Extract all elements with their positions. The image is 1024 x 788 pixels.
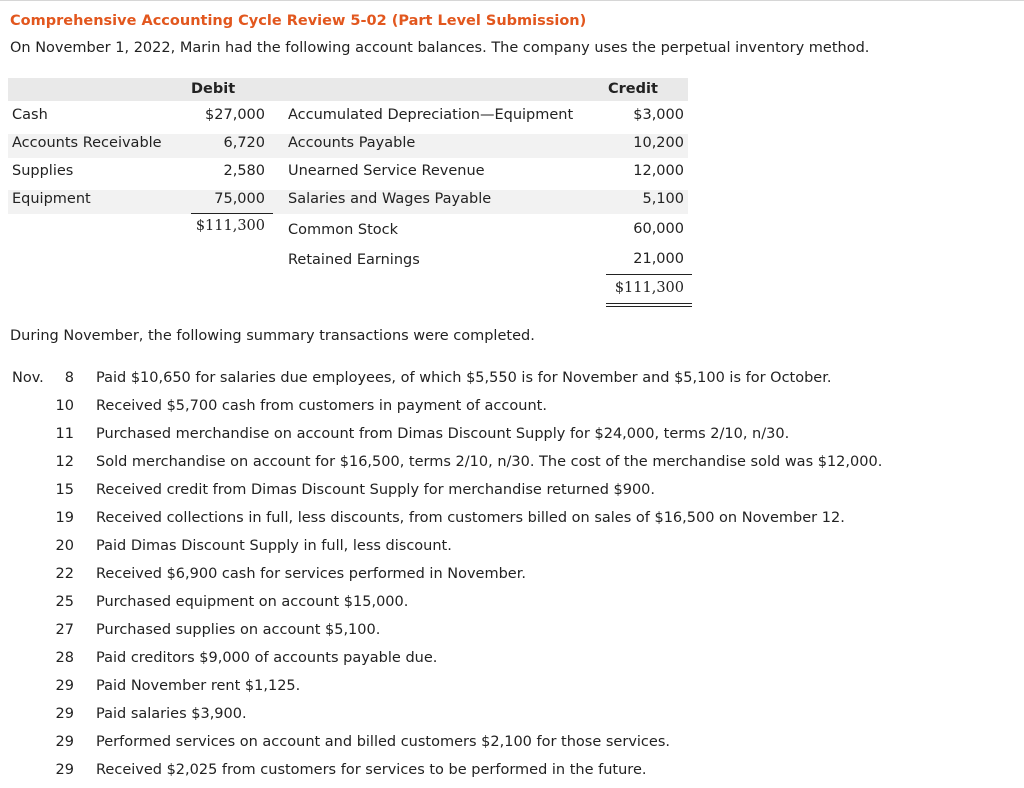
transaction-row — [0, 480, 1024, 508]
transaction-row — [0, 648, 1024, 676]
debit-account-amount: 6,720 — [223, 135, 265, 151]
transaction-text: Paid salaries $3,900. — [96, 706, 247, 722]
table-header-row — [8, 78, 688, 101]
transaction-day: 29 — [55, 706, 74, 722]
debit-account-name: Equipment — [12, 191, 91, 207]
intro-text: On November 1, 2022, Marin had the following account balances. The company uses the perpetual inventory method. — [10, 40, 870, 56]
credit-account-amount: 60,000 — [633, 221, 684, 237]
debit-header: Debit — [191, 81, 236, 97]
transaction-text: Paid Dimas Discount Supply in full, less discount. — [96, 538, 452, 554]
transaction-row — [0, 592, 1024, 620]
credit-account-name: Retained Earnings — [288, 252, 420, 268]
debit-account-amount: 2,580 — [223, 163, 265, 179]
transaction-row — [0, 564, 1024, 592]
top-divider — [0, 0, 1024, 1]
credit-total-rule — [606, 274, 692, 275]
transaction-text: Received credit from Dimas Discount Supply for merchandise returned $900. — [96, 482, 656, 498]
transaction-text: Sold merchandise on account for $16,500, terms 2/10, n/30. The cost of the merchandise sold was $12,000. — [96, 454, 883, 470]
transaction-day: 28 — [55, 650, 74, 666]
transaction-day: 20 — [55, 538, 74, 554]
debit-account-name: Supplies — [12, 163, 74, 179]
transaction-day: 29 — [55, 734, 74, 750]
debit-account-name: Accounts Receivable — [12, 135, 162, 151]
transaction-text: Purchased supplies on account $5,100. — [96, 622, 381, 638]
credit-account-name: Salaries and Wages Payable — [288, 191, 492, 207]
transaction-day: 15 — [55, 482, 74, 498]
transaction-day: 8 — [64, 370, 74, 386]
credit-total: $111,300 — [614, 280, 684, 296]
transaction-text: Received $2,025 from customers for services to be performed in the future. — [96, 762, 647, 778]
balances-table — [8, 78, 688, 308]
transaction-row — [0, 536, 1024, 564]
transaction-day: 12 — [55, 454, 74, 470]
transaction-row — [0, 368, 1024, 396]
credit-double-rule-top — [606, 303, 692, 304]
transaction-row — [0, 732, 1024, 760]
transaction-month: Nov. — [12, 370, 44, 386]
transaction-text: Received $6,900 cash for services performed in November. — [96, 566, 526, 582]
credit-account-amount: 5,100 — [642, 191, 684, 207]
transaction-text: Purchased equipment on account $15,000. — [96, 594, 409, 610]
transaction-day: 29 — [55, 678, 74, 694]
transaction-text: Performed services on account and billed customers $2,100 for those services. — [96, 734, 670, 750]
page-title: Comprehensive Accounting Cycle Review 5-02 (Part Level Submission) — [10, 13, 587, 29]
transaction-day: 11 — [55, 426, 74, 442]
transaction-day: 29 — [55, 762, 74, 778]
transaction-text: Paid November rent $1,125. — [96, 678, 301, 694]
debit-total-rule — [191, 213, 273, 214]
transaction-day: 10 — [55, 398, 74, 414]
transaction-day: 22 — [55, 566, 74, 582]
credit-account-amount: 12,000 — [633, 163, 684, 179]
transaction-row — [0, 676, 1024, 704]
transaction-list — [0, 368, 1024, 788]
debit-account-amount: 75,000 — [214, 191, 265, 207]
debit-total: $111,300 — [195, 218, 265, 234]
transactions-intro: During November, the following summary transactions were completed. — [10, 328, 535, 344]
debit-account-amount: $27,000 — [205, 107, 265, 123]
credit-account-amount: 10,200 — [633, 135, 684, 151]
credit-account-name: Common Stock — [288, 222, 399, 238]
transaction-day: 27 — [55, 622, 74, 638]
credit-double-rule-bottom — [606, 306, 692, 307]
credit-header: Credit — [608, 81, 658, 97]
transaction-row — [0, 424, 1024, 452]
transaction-text: Received collections in full, less discounts, from customers billed on sales of $16,500 on November 12. — [96, 510, 845, 526]
transaction-row — [0, 508, 1024, 536]
transaction-row — [0, 760, 1024, 788]
transaction-text: Paid creditors $9,000 of accounts payable due. — [96, 650, 438, 666]
transaction-row — [0, 452, 1024, 480]
transaction-row — [0, 620, 1024, 648]
transaction-text: Received $5,700 cash from customers in payment of account. — [96, 398, 547, 414]
transaction-day: 19 — [55, 510, 74, 526]
credit-account-amount: $3,000 — [633, 107, 684, 123]
transaction-day: 25 — [55, 594, 74, 610]
credit-account-amount: 21,000 — [633, 251, 684, 267]
credit-account-name: Accumulated Depreciation—Equipment — [288, 107, 574, 123]
transaction-text: Paid $10,650 for salaries due employees, of which $5,550 is for November and $5,100 is for October. — [96, 370, 832, 386]
debit-account-name: Cash — [12, 107, 48, 123]
credit-account-name: Accounts Payable — [288, 135, 416, 151]
transaction-row — [0, 396, 1024, 424]
transaction-row — [0, 704, 1024, 732]
credit-account-name: Unearned Service Revenue — [288, 163, 485, 179]
transaction-text: Purchased merchandise on account from Dimas Discount Supply for $24,000, terms 2/10, n/30. — [96, 426, 790, 442]
